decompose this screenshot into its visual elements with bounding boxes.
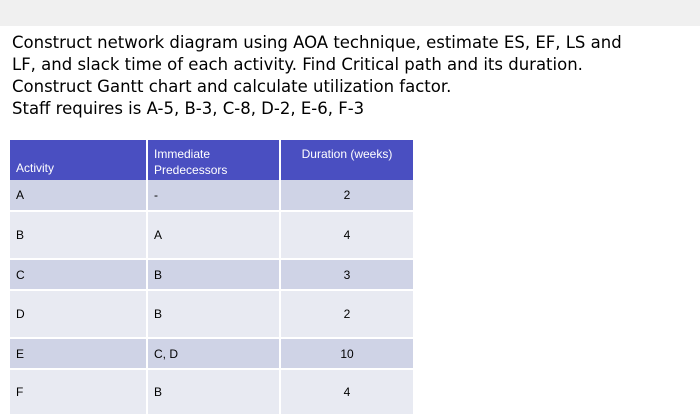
question-text xyxy=(12,32,692,120)
table-row xyxy=(10,338,413,369)
cell-activity: A xyxy=(10,180,147,211)
cell-activity: B xyxy=(10,211,147,259)
cell-predecessors: B xyxy=(147,369,280,415)
table-row xyxy=(10,211,413,259)
table-row xyxy=(10,369,413,415)
question-line-4: Staff requires is A-5, B-3, C-8, D-2, E-6, F-3 xyxy=(12,99,365,118)
cell-predecessors: C, D xyxy=(147,338,280,369)
cell-predecessors: - xyxy=(147,180,280,211)
cell-duration: 10 xyxy=(280,338,413,369)
table-row xyxy=(10,180,413,211)
cell-activity: D xyxy=(10,290,147,338)
header-predecessors: Immediate Predecessors xyxy=(147,140,280,180)
table-row xyxy=(10,259,413,290)
table-row xyxy=(10,290,413,338)
cell-duration: 2 xyxy=(280,180,413,211)
top-band xyxy=(0,0,700,26)
table-header-row xyxy=(10,140,413,180)
cell-duration: 2 xyxy=(280,290,413,338)
cell-duration: 4 xyxy=(280,211,413,259)
header-duration: Duration (weeks) xyxy=(280,140,413,180)
cell-predecessors: A xyxy=(147,211,280,259)
cell-predecessors: B xyxy=(147,259,280,290)
cell-activity: C xyxy=(10,259,147,290)
question-line-1: Construct network diagram using AOA technique, estimate ES, EF, LS and xyxy=(12,33,622,52)
question-line-3: Construct Gantt chart and calculate utilization factor. xyxy=(12,77,452,96)
header-activity: Activity xyxy=(10,140,147,180)
question-line-2: LF, and slack time of each activity. Find Critical path and its duration. xyxy=(12,55,583,74)
cell-activity: E xyxy=(10,338,147,369)
cell-predecessors: B xyxy=(147,290,280,338)
cell-duration: 4 xyxy=(280,369,413,415)
cell-duration: 3 xyxy=(280,259,413,290)
activity-table xyxy=(10,140,413,416)
cell-activity: F xyxy=(10,369,147,415)
